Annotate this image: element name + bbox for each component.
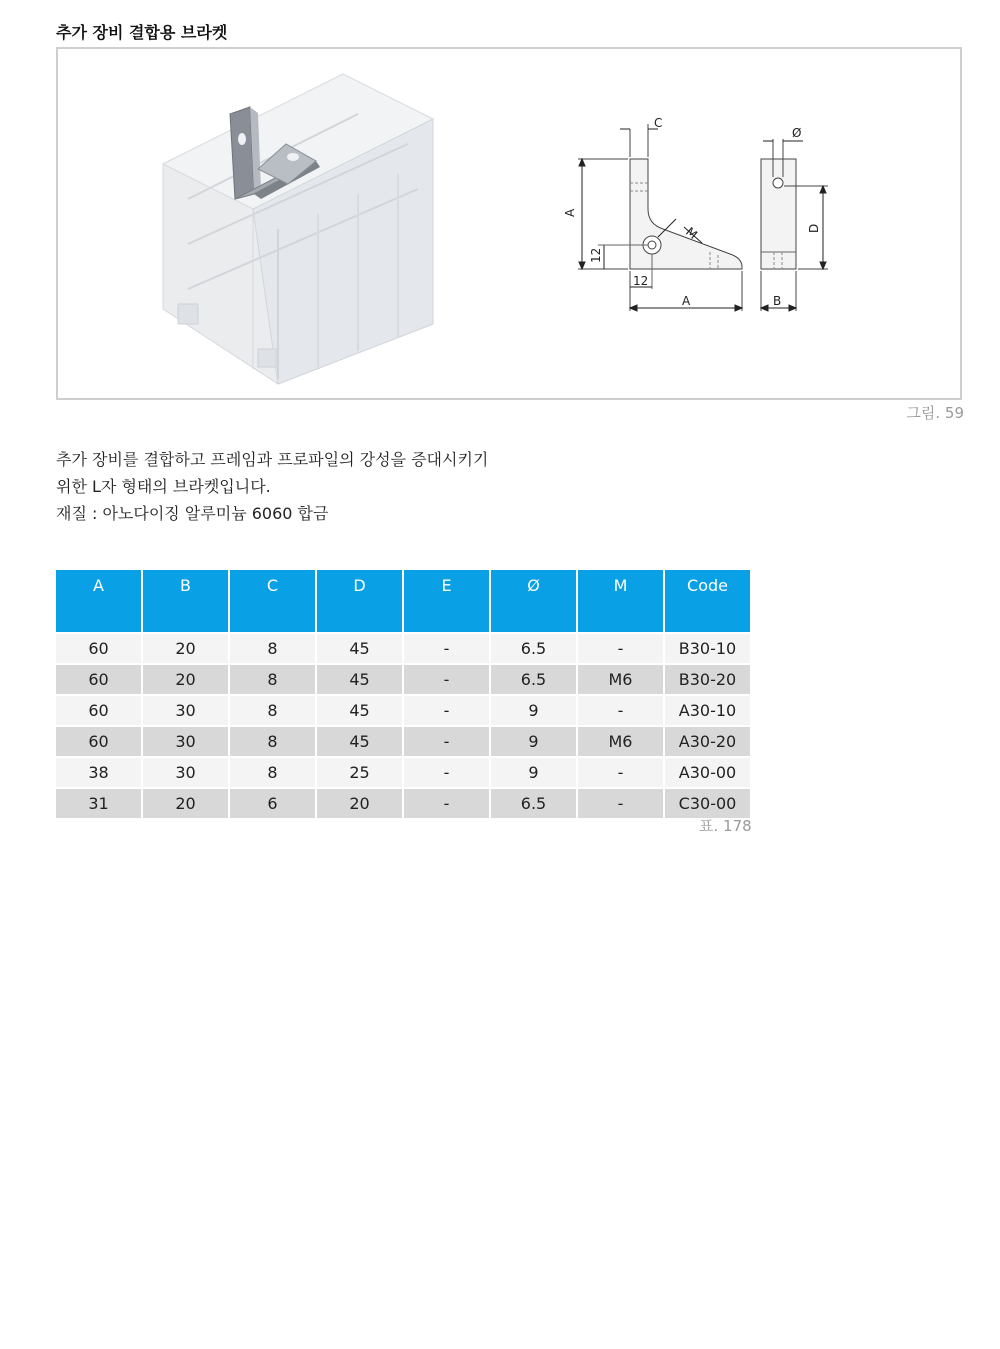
dim-label-d: D [807,223,821,233]
header-a: A [56,570,141,632]
table-row [56,694,750,725]
table-caption: 표. 178 [699,817,752,835]
table-row [56,725,750,756]
dim-label-12-horizontal: 12 [633,274,649,288]
dim-label-b: B [773,294,782,308]
table-cell: A30-00 [665,756,750,787]
spec-table [54,570,752,818]
dim-label-phi: Ø [792,126,802,140]
table-cell: M6 [578,725,663,756]
table-cell: 6.5 [491,632,576,663]
table-cell: 60 [56,694,141,725]
table-cell: M6 [578,663,663,694]
description [56,446,488,527]
table-cell: - [404,663,489,694]
page-title: 추가 장비 결합용 브라켓 [56,23,228,42]
table-cell: - [578,756,663,787]
dim-label-12-vertical: 12 [589,247,603,263]
table-cell: 6.5 [491,787,576,818]
table-row [56,663,750,694]
header-b: B [143,570,228,632]
table-cell: 6.5 [491,663,576,694]
description-line: 위한 L자 형태의 브라켓입니다. [56,477,271,496]
table-cell: 20 [143,787,228,818]
table-cell: 45 [317,632,402,663]
dim-label-a-horizontal: A [682,294,691,308]
table-cell: 8 [230,756,315,787]
table-cell: 38 [56,756,141,787]
technical-drawing [578,124,828,311]
table-cell: 60 [56,725,141,756]
table-cell: 20 [143,632,228,663]
table-cell: 8 [230,725,315,756]
table-row [56,756,750,787]
table-cell: - [404,787,489,818]
figure-panel [56,47,962,400]
table-cell: 20 [143,663,228,694]
header-c: C [230,570,315,632]
table-cell: - [578,787,663,818]
table-cell: 8 [230,694,315,725]
table-cell: A30-20 [665,725,750,756]
table-cell: 6 [230,787,315,818]
header-code: Code [665,570,750,632]
table-cell: - [404,632,489,663]
table-cell: 45 [317,725,402,756]
table-cell: C30-00 [665,787,750,818]
table-cell: 9 [491,694,576,725]
table-cell: 9 [491,756,576,787]
header-d: D [317,570,402,632]
table-cell: B30-20 [665,663,750,694]
table-header-row [56,570,750,632]
header-m: M [578,570,663,632]
description-line: 재질 : 아노다이징 알루미늄 6060 합금 [56,504,329,523]
header-phi: Ø [491,570,576,632]
table-cell: 25 [317,756,402,787]
dim-label-c: C [654,116,663,130]
figure-caption: 그림. 59 [906,404,964,422]
profile-render [163,74,433,384]
bracket-illustration [58,49,964,402]
table-cell: 8 [230,632,315,663]
table-cell: 31 [56,787,141,818]
table-cell: - [578,694,663,725]
table-cell: B30-10 [665,632,750,663]
table-cell: - [404,756,489,787]
table-row [56,787,750,818]
header-e: E [404,570,489,632]
table-row [56,632,750,663]
table-cell: - [404,694,489,725]
table-cell: 9 [491,725,576,756]
dim-label-m: M [683,224,701,242]
table-cell: 45 [317,663,402,694]
table-cell: 60 [56,632,141,663]
table-cell: 30 [143,756,228,787]
table-cell: A30-10 [665,694,750,725]
table-cell: 30 [143,725,228,756]
table-cell: 45 [317,694,402,725]
table-cell: 20 [317,787,402,818]
table-cell: 30 [143,694,228,725]
table-cell: - [404,725,489,756]
table-cell: - [578,632,663,663]
table-cell: 8 [230,663,315,694]
description-line: 추가 장비를 결합하고 프레임과 프로파일의 강성을 증대시키기 [56,450,489,469]
dim-label-a-vertical: A [563,208,577,217]
table-cell: 60 [56,663,141,694]
